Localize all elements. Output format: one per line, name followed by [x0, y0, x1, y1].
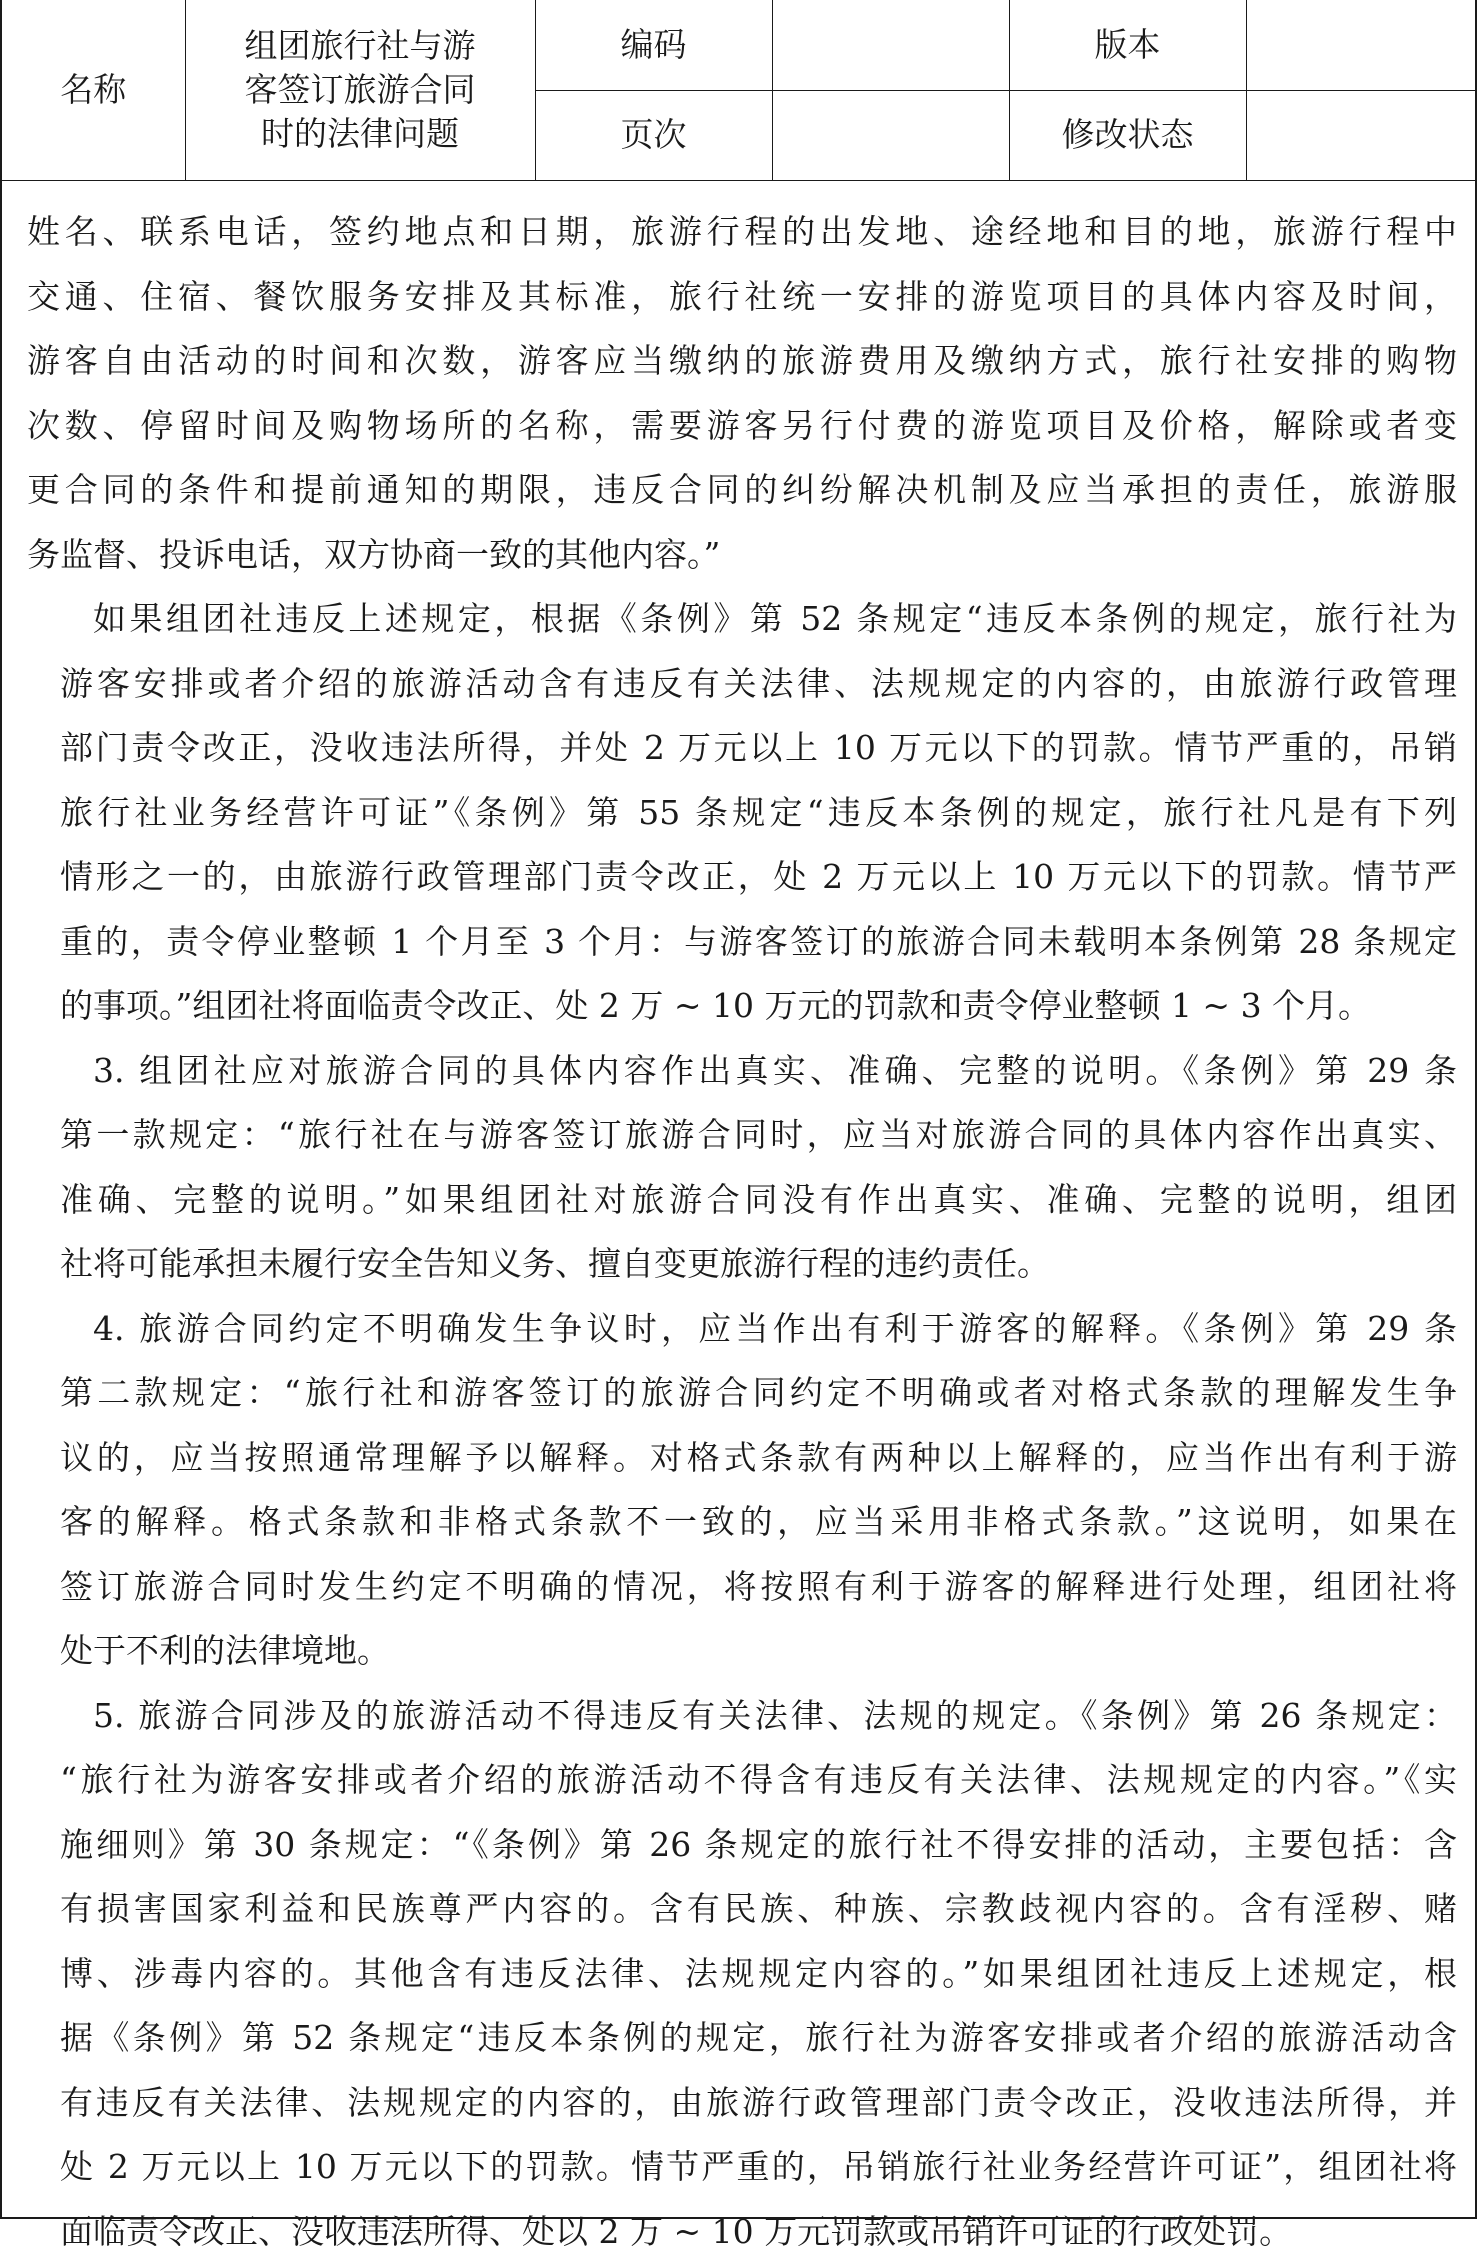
code-label: 编码	[621, 25, 687, 64]
document-title-line: 组团旅行社与游	[186, 24, 535, 68]
revision-value-cell	[1246, 90, 1477, 180]
body-line: 重的，责令停业整顿 1 个月至 3 个月：与游客签订的旅游合同未载明本条例第 28 条规定	[27, 910, 1457, 975]
body-line: 施细则》第 30 条规定：“《条例》第 26 条规定的旅行社不得安排的活动，主要包括：含	[27, 1813, 1457, 1878]
revision-label: 修改状态	[1062, 115, 1194, 154]
revision-label-cell	[1009, 90, 1246, 180]
body-line: 的事项。”组团社将面临责令改正、处 2 万 ~ 10 万元的罚款和责令停业整顿 1 ~ 3 个月。	[27, 974, 1457, 1039]
body-line: 情形之一的，由旅游行政管理部门责令改正，处 2 万元以上 10 万元以下的罚款。情节严	[27, 845, 1457, 910]
body-paragraph	[27, 200, 1457, 587]
body-line: 部门责令改正，没收违法所得，并处 2 万元以上 10 万元以下的罚款。情节严重的，吊销	[27, 716, 1457, 781]
body-paragraph	[27, 1039, 1457, 1297]
body-line: 更合同的条件和提前通知的期限，违反合同的纠纷解决机制及应当承担的责任，旅游服	[27, 458, 1457, 523]
document-title-cell	[185, 0, 535, 180]
body-line: 处 2 万元以上 10 万元以下的罚款。情节严重的，吊销旅行社业务经营许可证”，组团社将	[27, 2135, 1457, 2200]
body-line: 议的，应当按照通常理解予以解释。对格式条款有两种以上解释的，应当作出有利于游	[27, 1426, 1457, 1491]
body-line: 社将可能承担未履行安全告知义务、擅自变更旅游行程的违约责任。	[27, 1232, 1457, 1297]
code-value-cell	[772, 0, 1009, 90]
body-line: 客的解释。格式条款和非格式条款不一致的，应当采用非格式条款。”这说明，如果在	[27, 1490, 1457, 1555]
body-line: 处于不利的法律境地。	[27, 1619, 1457, 1684]
body-paragraph	[27, 1684, 1457, 2264]
body-line: 游客安排或者介绍的旅游活动含有违反有关法律、法规规定的内容的，由旅游行政管理	[27, 652, 1457, 717]
body-line: 旅行社业务经营许可证”《条例》第 55 条规定“违反本条例的规定，旅行社凡是有下列	[27, 781, 1457, 846]
body-paragraph	[27, 587, 1457, 1039]
body-paragraph	[27, 1297, 1457, 1684]
body-line: 4. 旅游合同约定不明确发生争议时，应当作出有利于游客的解释。《条例》第 29 条	[27, 1297, 1457, 1362]
body-line: 第二款规定：“旅行社和游客签订的旅游合同约定不明确或者对格式条款的理解发生争	[27, 1361, 1457, 1426]
name-label: 名称	[60, 70, 126, 109]
body-line: “旅行社为游客安排或者介绍的旅游活动不得含有违反有关法律、法规规定的内容。”《实	[27, 1748, 1457, 1813]
name-label-cell	[2, 0, 185, 180]
page-label: 页次	[621, 115, 687, 154]
document-title-line: 客签订旅游合同	[186, 68, 535, 112]
body-line: 有违反有关法律、法规规定的内容的，由旅游行政管理部门责令改正，没收违法所得，并	[27, 2071, 1457, 2136]
body-line: 有损害国家利益和民族尊严内容的。含有民族、种族、宗教歧视内容的。含有淫秽、赌	[27, 1877, 1457, 1942]
body-line: 交通、住宿、餐饮服务安排及其标准，旅行社统一安排的游览项目的具体内容及时间，	[27, 265, 1457, 330]
document-header-table	[2, 0, 1477, 181]
body-line: 准确、完整的说明。”如果组团社对旅游合同没有作出真实、准确、完整的说明，组团	[27, 1168, 1457, 1233]
body-line: 签订旅游合同时发生约定不明确的情况，将按照有利于游客的解释进行处理，组团社将	[27, 1555, 1457, 1620]
body-line: 3. 组团社应对旅游合同的具体内容作出真实、准确、完整的说明。《条例》第 29 条	[27, 1039, 1457, 1104]
page-value-cell	[772, 90, 1009, 180]
page-label-cell	[535, 90, 772, 180]
body-line: 如果组团社违反上述规定，根据《条例》第 52 条规定“违反本条例的规定，旅行社为	[27, 587, 1457, 652]
body-line: 博、涉毒内容的。其他含有违反法律、法规规定内容的。”如果组团社违反上述规定，根	[27, 1942, 1457, 2007]
body-line: 面临责令改正、没收违法所得、处以 2 万 ~ 10 万元罚款或吊销许可证的行政处罚。	[27, 2200, 1457, 2264]
body-line: 据《条例》第 52 条规定“违反本条例的规定，旅行社为游客安排或者介绍的旅游活动含	[27, 2006, 1457, 2071]
body-line: 次数、停留时间及购物场所的名称，需要游客另行付费的游览项目及价格，解除或者变	[27, 394, 1457, 459]
document-title-line: 时的法律问题	[186, 112, 535, 156]
body-line: 5. 旅游合同涉及的旅游活动不得违反有关法律、法规的规定。《条例》第 26 条规定：	[27, 1684, 1457, 1749]
document-body	[27, 200, 1457, 2264]
code-label-cell	[535, 0, 772, 90]
body-line: 游客自由活动的时间和次数，游客应当缴纳的旅游费用及缴纳方式，旅行社安排的购物	[27, 329, 1457, 394]
body-line: 姓名、联系电话，签约地点和日期，旅游行程的出发地、途经地和目的地，旅游行程中	[27, 200, 1457, 265]
version-value-cell	[1246, 0, 1477, 90]
version-label: 版本	[1095, 25, 1161, 64]
body-line: 务监督、投诉电话，双方协商一致的其他内容。”	[27, 523, 1457, 588]
body-line: 第一款规定：“旅行社在与游客签订旅游合同时，应当对旅游合同的具体内容作出真实、	[27, 1103, 1457, 1168]
version-label-cell	[1009, 0, 1246, 90]
